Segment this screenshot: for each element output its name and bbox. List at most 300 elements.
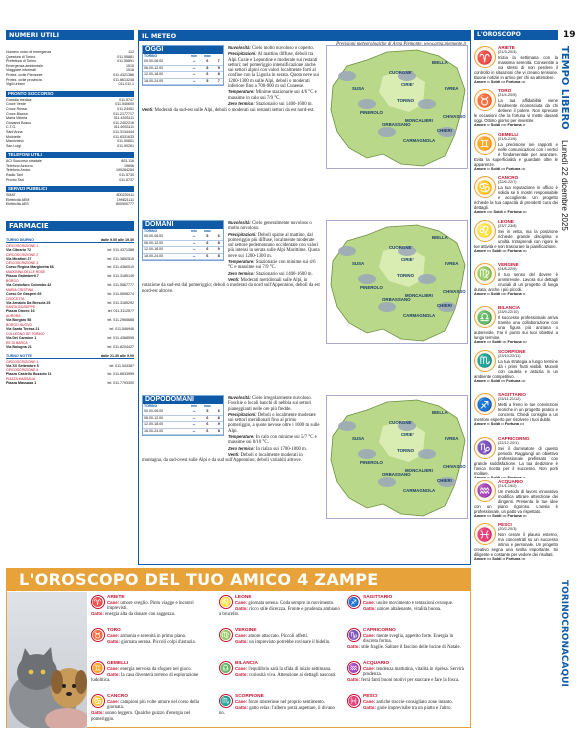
weather-map (326, 220, 468, 344)
horoscope-entry (474, 132, 558, 174)
temp-max: 8 (215, 240, 223, 247)
map-city-label: SUSA (352, 436, 365, 441)
temp-min: 8 (200, 65, 214, 72)
pharmacy-area: CIRCOSCRIZIONE 1 (6, 359, 39, 364)
temperature-box (142, 220, 224, 261)
dog-forecast: tendenza mattutina, vitalità in ripresa. Servirà prudenza. (363, 667, 464, 678)
dog-label: Cane: (235, 633, 249, 638)
horoscope-dates: (23/7-23/8) (498, 223, 517, 228)
dog-label: Cane: (107, 699, 121, 704)
temp-max: 6 (215, 234, 223, 240)
turno-notte-label: TURNO NOTTE (6, 353, 32, 358)
pet-sign-entry (347, 661, 469, 694)
pisces-icon: ♓ (474, 523, 496, 545)
time-slot: 18.00-24.00 (143, 428, 188, 435)
phone-number: 800239111 (116, 193, 134, 198)
aquarius-icon: ♒ (347, 661, 361, 675)
temperature-header: TORINO (144, 54, 158, 58)
cat-forecast: umore altalenante, vitalità buona. (377, 607, 442, 613)
aries-icon: ♈ (91, 595, 105, 609)
cat-label: Gatto: (91, 710, 106, 716)
map-city-label: TORINO (397, 98, 414, 103)
horoscope-dates: (21/1-19/2) (498, 483, 517, 488)
temp-min: 6 (200, 428, 214, 435)
dog-forecast: l'equilibrio sarà la sfida di inizio settimana. (248, 667, 332, 672)
horoscope-entry (474, 175, 558, 217)
pet-sign-name: PESCI (363, 694, 378, 699)
cat-forecast: la casa diventerà terreno di esplorazione ludolitica. (91, 673, 199, 684)
pharmacy-area: PIAZZA MASSAUA (6, 377, 36, 382)
horoscope-sign: CANCRO (498, 175, 519, 181)
pet-cat-text (91, 710, 213, 721)
pharmacy-phone: tel. 011.5598274 (107, 291, 134, 296)
pharmacy-phone: tel. 011.3185149 (107, 274, 134, 279)
map-city-label: ORBASSANO (382, 297, 411, 302)
issue-date: Lunedì 22 dicembre 2025 (560, 140, 569, 231)
map-city-label: IVREA (445, 261, 459, 266)
forecast-body: Stazionario sui 1400-1600 m. (254, 101, 313, 107)
pharmacy-phone: tel. 011.4360010 (107, 265, 134, 270)
temperature-header: min (190, 229, 197, 233)
temperature-row (143, 78, 223, 85)
forecast-body: Cielo irregolarmente nuvoloso. Foschie o locali banchi di nebbia sui settori pianeggianti nelle ore più fredde. (228, 396, 312, 412)
pharmacy-item (6, 332, 134, 340)
forecast-day (142, 395, 468, 565)
cloud-icon: ☁ (188, 422, 201, 429)
pharmacy-address: Via Mirafiori 27 (6, 256, 32, 261)
temp-min: 6 (200, 253, 214, 260)
time-slot: 12.00-18.00 (143, 247, 188, 254)
pharmacy-area: RE DI BARCA (6, 340, 28, 345)
horoscope-text: La tua strategia a lungo termine dà i primi frutti visibili. Muoviti con cautela e astuzia in un ambiente competitivo. (474, 358, 558, 379)
dog-forecast: energia nervosa da sfogare nel gioco. (120, 667, 192, 672)
forecast-heading: Venti: (228, 276, 240, 282)
time-slot: 00.00-06.00 (143, 234, 188, 240)
map-city-label: PINEROLO (360, 110, 383, 115)
cat-label: Gatto: (235, 639, 250, 645)
pet-sign-entry (219, 694, 341, 727)
pharmacy-item (6, 305, 134, 313)
forecast-body: In rialzo sui 1700-1800 m. (254, 446, 307, 452)
pharmacy-phone: tel. 011.6633959 (107, 372, 134, 377)
cat-forecast: sonno leggero. Qualche guizzo d'energia nel pomeriggio. (91, 711, 191, 722)
dog-forecast: antiche traccie-consigliato zone intanto. (376, 700, 453, 705)
pharmacy-row (6, 336, 134, 340)
phone-number: 011.540600 (115, 102, 134, 107)
temp-max: 8 (215, 428, 223, 435)
phone-number: 803.116 (121, 159, 134, 164)
phone-label: Sant'Anna (6, 129, 23, 134)
cat-label: Gatto: (91, 611, 106, 617)
dog-label: Cane: (235, 666, 249, 671)
cloud-icon: ☁ (188, 247, 201, 254)
pet-sign-name: LEONE (235, 595, 252, 600)
pharmacy-row (6, 372, 134, 376)
temperature-header: min (190, 404, 197, 408)
phone-number: 011.011.1 (118, 82, 134, 87)
dog-label: Cane: (363, 633, 377, 638)
horoscope-rating: Amore •• Soldi ••• Fortuna ••• (474, 378, 526, 383)
pet-sign-entry (91, 595, 213, 628)
horoscope-sign: ARIETE (498, 45, 515, 50)
pet-sign-name: VERGINE (235, 628, 257, 633)
phone-number: 011.3134444 (113, 129, 134, 134)
horoscope-rating: Amore •• Soldi •••• Fortuna •• (474, 291, 526, 296)
temperature-row (143, 428, 223, 435)
pet-dog-text (347, 666, 469, 677)
cloud-icon: ☁ (188, 409, 201, 415)
phone-label: Croce Bianca (6, 111, 28, 116)
pet-sign-name: TORO (107, 628, 121, 633)
time-slot: 12.00-18.00 (143, 422, 188, 429)
temperature-box (142, 45, 224, 86)
phone-label: Numero unico di emergenza (6, 50, 52, 54)
phone-number: 011.24451 (117, 106, 134, 111)
pet-sign-entry (219, 628, 341, 661)
pet-sign-name: ARIETE (107, 595, 125, 600)
pet-cat-text (347, 705, 469, 711)
pharmacy-item (6, 261, 134, 269)
pharmacy-phone: tel. 011.5567777 (107, 283, 134, 288)
virgo-icon: ♍ (474, 263, 496, 285)
map-city-label: ORBASSANO (382, 122, 411, 127)
pharmacy-phone: tel. 011.7793300 (107, 381, 134, 386)
horoscope-dates: (21/5-21/6) (498, 136, 517, 141)
temperature-table (143, 54, 223, 85)
horoscope-dates: (21/3-20/4) (498, 50, 517, 54)
cloud-icon: ☁ (188, 428, 201, 435)
pharmacy-address: Piazza Massaua 1 (6, 381, 37, 386)
cloud-icon: ☁ (188, 240, 201, 247)
dog-forecast: uscite movimento e tentazioni ovunque. (376, 601, 454, 606)
phone-row (6, 202, 134, 207)
phone-number: 011.5737 (119, 177, 134, 182)
horoscope-entry (474, 522, 558, 564)
phone-label: Pronto Taxi (6, 177, 24, 182)
cloud-icon: ☁ (188, 78, 201, 85)
temp-max: 7 (215, 78, 223, 85)
pharmacy-phone: tel. 011.4368595 (107, 335, 134, 340)
aquarius-icon: ♒ (474, 480, 496, 502)
pharmacy-address: Piazza Galimberti 7 (6, 274, 39, 279)
map-city-label: BIELLA (432, 60, 448, 65)
pharmacy-area: CIRCOSCRIZIONE 3 (6, 261, 39, 266)
horoscope-entry (474, 349, 558, 391)
horoscope-entry (474, 88, 558, 130)
cat-label: Gatto: (363, 606, 378, 612)
phone-number: 011.6331633 (113, 134, 134, 139)
pharmacy-item (6, 368, 134, 376)
pharmacy-address: Via Cibrario 72 (6, 247, 32, 252)
pharmacy-address: Via Cristoforo Colombo 42 (6, 283, 52, 288)
pharmacy-row (6, 257, 134, 261)
pet-cat-text (347, 644, 469, 650)
forecast-day-title: DOPODOMANI (143, 396, 223, 404)
cat-forecast: ricco stile dicerzza. Fronte e prudenza ambiano a brucello. (219, 607, 340, 618)
gemini-icon: ♊ (474, 133, 496, 155)
scorpio-icon: ♏ (474, 350, 496, 372)
pharmacy-phone: tel. 011.8204427 (107, 344, 134, 349)
dog-forecast: campioni più volte umore nel corso della giornata. (107, 700, 200, 711)
forecast-day-title: OGGI (143, 46, 223, 54)
horoscope-rating: Amore •• Soldi •• Fortuna ••• (474, 422, 525, 427)
pet-sign-entry (91, 694, 213, 727)
pet-cat-text (347, 606, 469, 612)
phone-label: Radio Taxi (6, 173, 23, 178)
horoscope-rating: Amore •••• Soldi •• Fortuna ••• (474, 210, 527, 215)
turno-notte-row (6, 354, 134, 359)
brand-vertical (561, 580, 575, 730)
phone-row (6, 178, 134, 183)
pet-cat-text (219, 672, 341, 678)
map-city-label: MONCALIERI (405, 468, 433, 473)
brand-name: TORINOCRONACAQUI (559, 580, 569, 687)
pharmacy-address: Piazza Castello Bozzolo 11 (6, 372, 52, 377)
sagittarius-icon: ♐ (347, 595, 361, 609)
horoscope-text: Sei il dominatore di questo periodo. Raggiungi un obiettivo professionale prefissato con grande soddisfazione. La tua dedizione è l'unica ricetta per il successo. Non porti mollare. (474, 445, 558, 476)
pharmacy-row (6, 265, 134, 269)
pharmacy-area: MADONNA DELLE ROSE (6, 270, 46, 275)
map-city-label: PINEROLO (360, 285, 383, 290)
forecast-body: Cielo molto nuvoloso o coperto. (250, 46, 314, 51)
temperature-header: max (204, 54, 211, 58)
pet-sign-name: GEMELLI (107, 661, 129, 666)
horoscope-text: Non cerare il plauso esterno, ma concentrati su un successo intimo e personale. Un progetto creativo segna una svolta importante. Sii diligente e costante per vedere dei risultati. (474, 532, 558, 558)
dog-label: Cane: (363, 666, 377, 671)
phone-label: Telefono Amico (6, 168, 31, 173)
pharmacy-row (6, 292, 134, 296)
pet-cat-text (347, 677, 469, 683)
horoscope-entry (474, 305, 558, 347)
temp-min: 6 (200, 415, 214, 422)
forecast-body: Minime stazionarie sui 4/6 °C e massime in calo sui 7/9 °C. (228, 90, 317, 101)
phone-label: Guardia medica (6, 97, 32, 102)
forecast-heading: Venti: (228, 451, 240, 457)
pharmacy-row (6, 283, 134, 287)
phone-label: Viaggiare informati (6, 68, 36, 73)
pet-photo (7, 592, 87, 728)
map-city-label: SUSA (352, 261, 365, 266)
pharmacy-phone: tel. 011.546946 (109, 327, 134, 331)
cloud-icon: ☁ (188, 253, 201, 260)
pet-sign-entry (347, 694, 469, 727)
pharmacy-address: Via XX Settembre 5 (6, 363, 39, 368)
cat-label: Gatto: (235, 705, 250, 711)
cloud-icon: ☁ (188, 415, 201, 422)
pharmacy-item (6, 377, 134, 385)
pharmacy-address: Via Bologna 21 (6, 344, 32, 349)
temp-max: 9 (215, 247, 223, 254)
cancer-icon: ♋ (474, 176, 496, 198)
cat-forecast: gatto relax: l'albero potrà aspettare, il divano no. (219, 706, 335, 717)
time-slot: 12.00-18.00 (143, 72, 188, 79)
cloud-icon: ☁ (188, 65, 201, 72)
forecast-heading: Venti: (142, 107, 154, 113)
phone-number: 19696 (124, 163, 134, 168)
phone-label: Telefono Azzurro (6, 163, 33, 168)
numeri-utili-header: NUMERI UTILI (6, 30, 134, 40)
time-slot: 06.00-12.00 (143, 65, 188, 72)
leo-icon: ♌ (219, 595, 233, 609)
forecast-body: Deboli o localmente moderate sui settori meridionali fino al primo pomeriggio, a quote nevose oltre i 1000 m sulle Alpi. (228, 412, 320, 434)
phone-number: 011.2402216 (113, 120, 134, 125)
phone-row (6, 144, 134, 149)
horoscope-entry (474, 219, 558, 261)
phone-number: 011.90261 (117, 143, 134, 148)
phone-label: Molinette (6, 134, 21, 139)
horoscope-rating: Amore •• Soldi ••• Fortuna ••• (474, 80, 526, 84)
temperature-row (143, 253, 223, 260)
forecast-body: Stazionario sui 1400-1600 m. (254, 271, 313, 277)
forecast-body: Deboli o localmente moderati in montagna, da sud-ovest sulle Alpi e da sud sull'Appennino; deboli variabili altrove. (142, 452, 303, 464)
phone-label: San Luigi (6, 143, 21, 148)
map-city-label: BIELLA (432, 235, 448, 240)
cloud-icon: ☁ (188, 234, 201, 240)
time-slot: 06.00-12.00 (143, 415, 188, 422)
pet-cat-text (91, 639, 213, 645)
map-city-label: CARMAGNOLA (403, 313, 436, 318)
horoscope-sign: VERGINE (498, 261, 519, 267)
forecast-heading: Precipitazioni: (228, 51, 257, 57)
cat-forecast: un imprevisto potrebbe rovinare il bidello. (249, 640, 331, 646)
pharmacy-address: Corso Regina Margherita 66 (6, 265, 54, 270)
time-slot: 00.00-06.00 (143, 59, 188, 65)
pharmacy-item (6, 323, 134, 331)
pets-horoscope-section (6, 568, 471, 728)
pets-signs-grid (91, 595, 469, 727)
cat-label: Gatto: (347, 644, 362, 650)
phone-number: 011.5747 (119, 97, 134, 102)
dog-label: Cane: (235, 600, 249, 605)
turno-diurno-hours: dalle 9.00 alle 19.30 (100, 238, 134, 243)
forecast-body: Cielo generalmente nuvoloso o molto nuvoloso. (228, 221, 312, 232)
pet-dog-text (347, 633, 469, 644)
time-slot: 00.00-06.00 (143, 409, 188, 415)
pet-sign-entry (91, 628, 213, 661)
forecast-heading: Nuvolosità: (228, 395, 251, 400)
horoscope-rating: Amore ••• Soldi ••• Fortuna ••• (474, 513, 527, 518)
horoscope-sign: SCORPIONE (498, 348, 526, 354)
map-city-label: CHIERI (437, 128, 452, 133)
phone-number: 011.4321386 (113, 72, 134, 77)
forecast-body: Stazionarie con minime sui 4/6 °C e massime sui 7/9 °C. (228, 260, 316, 271)
phone-number: 1518 (126, 68, 134, 73)
pharmacy-address: Piazza Omero 16 (6, 309, 35, 314)
temperature-header: TORINO (144, 229, 158, 233)
libra-icon: ♎ (219, 661, 233, 675)
map-city-label: CIRIE' (401, 432, 414, 437)
cat-forecast: stile fragile. Saltare il fascino delle lucine di Natale. (361, 645, 461, 651)
dog-label: Cane: (363, 699, 377, 704)
cat-label: Gatto: (347, 677, 362, 683)
phone-number: 199821111 (116, 197, 134, 202)
horoscope-rating: Amore ••• Soldi ••• Fortuna ••• (474, 340, 527, 345)
pronto-soccorso-table (6, 98, 134, 149)
phone-label: Elettricità AES (6, 202, 29, 207)
time-slot: 06.00-12.00 (143, 240, 188, 247)
pharmacy-phone: tel. 011.2965688 (107, 318, 134, 323)
phone-number: 011.2177717 (113, 111, 134, 116)
cat-forecast: giornata serena. Piccoli colpi d'astuzia. (121, 640, 196, 646)
horoscope-entry (474, 392, 558, 434)
temp-min: 5 (200, 234, 214, 240)
horoscope-text: Il tuo senso del dovere è ammirevole. Lavora sui dettagli cruciali di un progetto di lunga durata, anche i più piccoli. (474, 271, 558, 292)
forecast-heading: Zero termico: (228, 445, 255, 451)
dog-forecast: forze misteriose nel proprio sentimento. (248, 700, 326, 705)
forecast-heading: Temperature: (228, 259, 255, 265)
temperature-header: max (204, 229, 211, 233)
turno-diurno-label: TURNO DIURNO (6, 238, 34, 243)
pet-cat-text (219, 606, 341, 617)
pharmacy-item (6, 253, 134, 261)
temp-max: 8 (215, 415, 223, 422)
horoscope-text: Un metodo di lavoro innovativo modifica attirare attenzione dei dirigenti. Presenta le tue idee con un piano rigoroso. L'ansia è professionale, un patto va rispettato. (474, 488, 558, 514)
taurus-icon: ♉ (474, 89, 496, 111)
pharmacy-phone: tel. 011.3852515 (107, 256, 134, 261)
oroscopo-column (474, 30, 558, 566)
pharmacy-phone: tel. 011.3112577 (107, 309, 134, 314)
pets-illustration-icon (7, 592, 87, 728)
forecast-heading: Zero termico: (228, 100, 255, 106)
map-city-label: CARMAGNOLA (403, 488, 436, 493)
horoscope-text: Sei in vetta, ma la posizione richiede grande disciplina e umiltà. Intraprendi con rigore le tue attività e non trascurare la pianificazione. (474, 228, 558, 249)
libra-icon: ♎ (474, 306, 496, 328)
horoscope-dates: (23/11-21/12) (498, 397, 521, 402)
pharmacy-row (6, 364, 134, 368)
pharmacy-item (6, 270, 134, 278)
pet-sign-entry (91, 661, 213, 694)
horoscope-sign: CAPRICORNO (498, 435, 530, 441)
phone-label: Elettricità AEM (6, 197, 30, 202)
meteo-header: IL METEO (139, 31, 470, 41)
phone-label: Maria Vittoria (6, 116, 28, 121)
pet-sign-entry (219, 595, 341, 628)
pet-sign-name: SCORPIONE (235, 694, 264, 699)
horoscope-entry (474, 436, 558, 478)
map-city-label: BIELLA (432, 410, 448, 415)
horoscope-rating: Amore •• Soldi •••• Fortuna •• (474, 123, 526, 128)
phone-label: SMAT (6, 193, 16, 198)
pharmacy-item (6, 360, 134, 368)
servizi-pubblici-header: SERVIZI PUBBLICI (6, 186, 134, 192)
pharmacy-address: Via Borgaro 58 (6, 318, 32, 323)
horoscope-text: Inizia la settimana con la massima serenità. Consentite a voi stessi di non perdere il controllo in situazioni che vi creano tensione. Buone notizie in arrivo per chi sa attendere. (474, 55, 558, 80)
pharmacy-address: Corso De Gasperi 69 (6, 291, 42, 296)
map-city-label: CHIVASSO (443, 114, 466, 119)
pharmacy-address: Via Santa Teresa 21 (6, 327, 40, 331)
horoscope-text: Il successo professionale arriva tramite una collaborazione con una figura più anziana o autorevole. Fai il punto sui tuoi obiettivi a lungo termine. (474, 315, 558, 341)
pharmacy-phone: tel. 011.4371388 (107, 247, 134, 252)
forecast-body: Moderati meridionali sulle Alpi, in rotazione da sud-est dal pomeriggio; deboli o moderati da nord sull'Appennino, deboli da est nord-est altrove. (142, 277, 320, 294)
phone-number: 011.5730 (119, 173, 134, 178)
forecast-heading: Nuvolosità: (228, 45, 251, 50)
dog-forecast: giornata serena. Coda sempre in movimento. (248, 601, 335, 606)
meteo-section (138, 30, 471, 565)
pet-sign-name: BILANCIA (235, 661, 258, 666)
temp-max: 8 (215, 253, 223, 260)
pharmacy-area: AURORA (6, 314, 21, 319)
pet-sign-entry (347, 628, 469, 661)
cat-label: Gatto: (363, 705, 378, 711)
pharmacy-row (6, 327, 134, 331)
phone-label: Mauriziano (6, 139, 24, 144)
pharmacy-area: COLLEGNO DE TORINO (6, 331, 45, 336)
pet-dog-text (91, 600, 213, 611)
sagittarius-icon: ♐ (474, 393, 496, 415)
cat-label: Gatto: (235, 672, 250, 678)
map-city-label: CARMAGNOLA (403, 138, 436, 143)
map-city-label: CHIERI (437, 478, 452, 483)
